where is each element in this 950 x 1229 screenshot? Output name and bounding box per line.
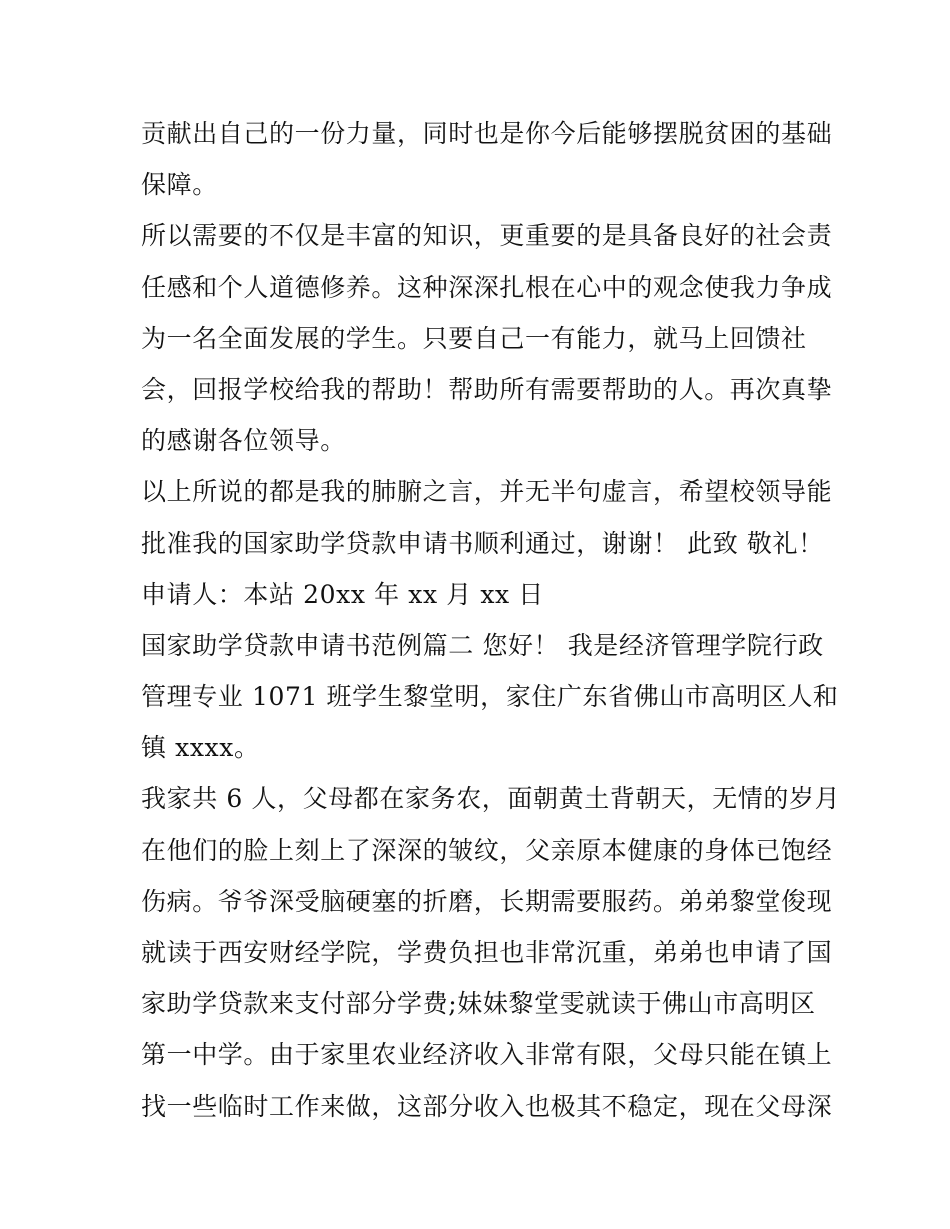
text-line: 批准我的国家助学贷款申请书顺利通过，谢谢！ 此致 敬礼！ bbox=[141, 528, 824, 558]
text-line: 管理专业 1071 班学生黎堂明，家住广东省佛山市高明区人和 bbox=[141, 682, 839, 712]
text-line: 家助学贷款来支付部分学费;妹妹黎堂雯就读于佛山市高明区 bbox=[141, 989, 816, 1019]
text-line: 保障。 bbox=[141, 170, 218, 200]
text-line: 为一名全面发展的学生。只要自己一有能力，就马上回馈社 bbox=[141, 323, 807, 353]
text-line: 国家助学贷款申请书范例篇二 您好！ 我是经济管理学院行政 bbox=[141, 630, 824, 660]
text-line: 就读于西安财经学院，学费负担也非常沉重，弟弟也申请了国 bbox=[141, 938, 833, 967]
text-line: 找一些临时工作来做，这部分收入也极其不稳定，现在父母深 bbox=[141, 1091, 833, 1121]
text-line: 伤病。爷爷深受脑硬塞的折磨，长期需要服药。弟弟黎堂俊现 bbox=[141, 886, 833, 916]
text-line: 所以需要的不仅是丰富的知识，更重要的是具备良好的社会责 bbox=[141, 221, 833, 251]
text-line: 贡献出自己的一份力量，同时也是你今后能够摆脱贫困的基础 bbox=[141, 119, 833, 148]
text-line: 以上所说的都是我的肺腑之言，并无半句虚言，希望校领导能 bbox=[141, 477, 833, 507]
text-line: 会，回报学校给我的帮助！帮助所有需要帮助的人。再次真挚 bbox=[141, 374, 833, 404]
applicant-signature-line: 申请人：本站 20xx 年 xx 月 xx 日 bbox=[141, 579, 544, 609]
text-line: 我家共 6 人，父母都在家务农，面朝黄土背朝天，无情的岁月 bbox=[141, 784, 841, 814]
text-line: 任感和个人道德修养。这种深深扎根在心中的观念使我力争成 bbox=[141, 272, 833, 302]
text-line: 在他们的脸上刻上了深深的皱纹，父亲原本健康的身体已饱经 bbox=[141, 835, 833, 865]
text-line: 镇 xxxx。 bbox=[141, 733, 260, 763]
text-line: 第一中学。由于家里农业经济收入非常有限，父母只能在镇上 bbox=[141, 1040, 833, 1070]
document-body bbox=[141, 108, 841, 1132]
text-line: 的感谢各位领导。 bbox=[141, 426, 346, 456]
